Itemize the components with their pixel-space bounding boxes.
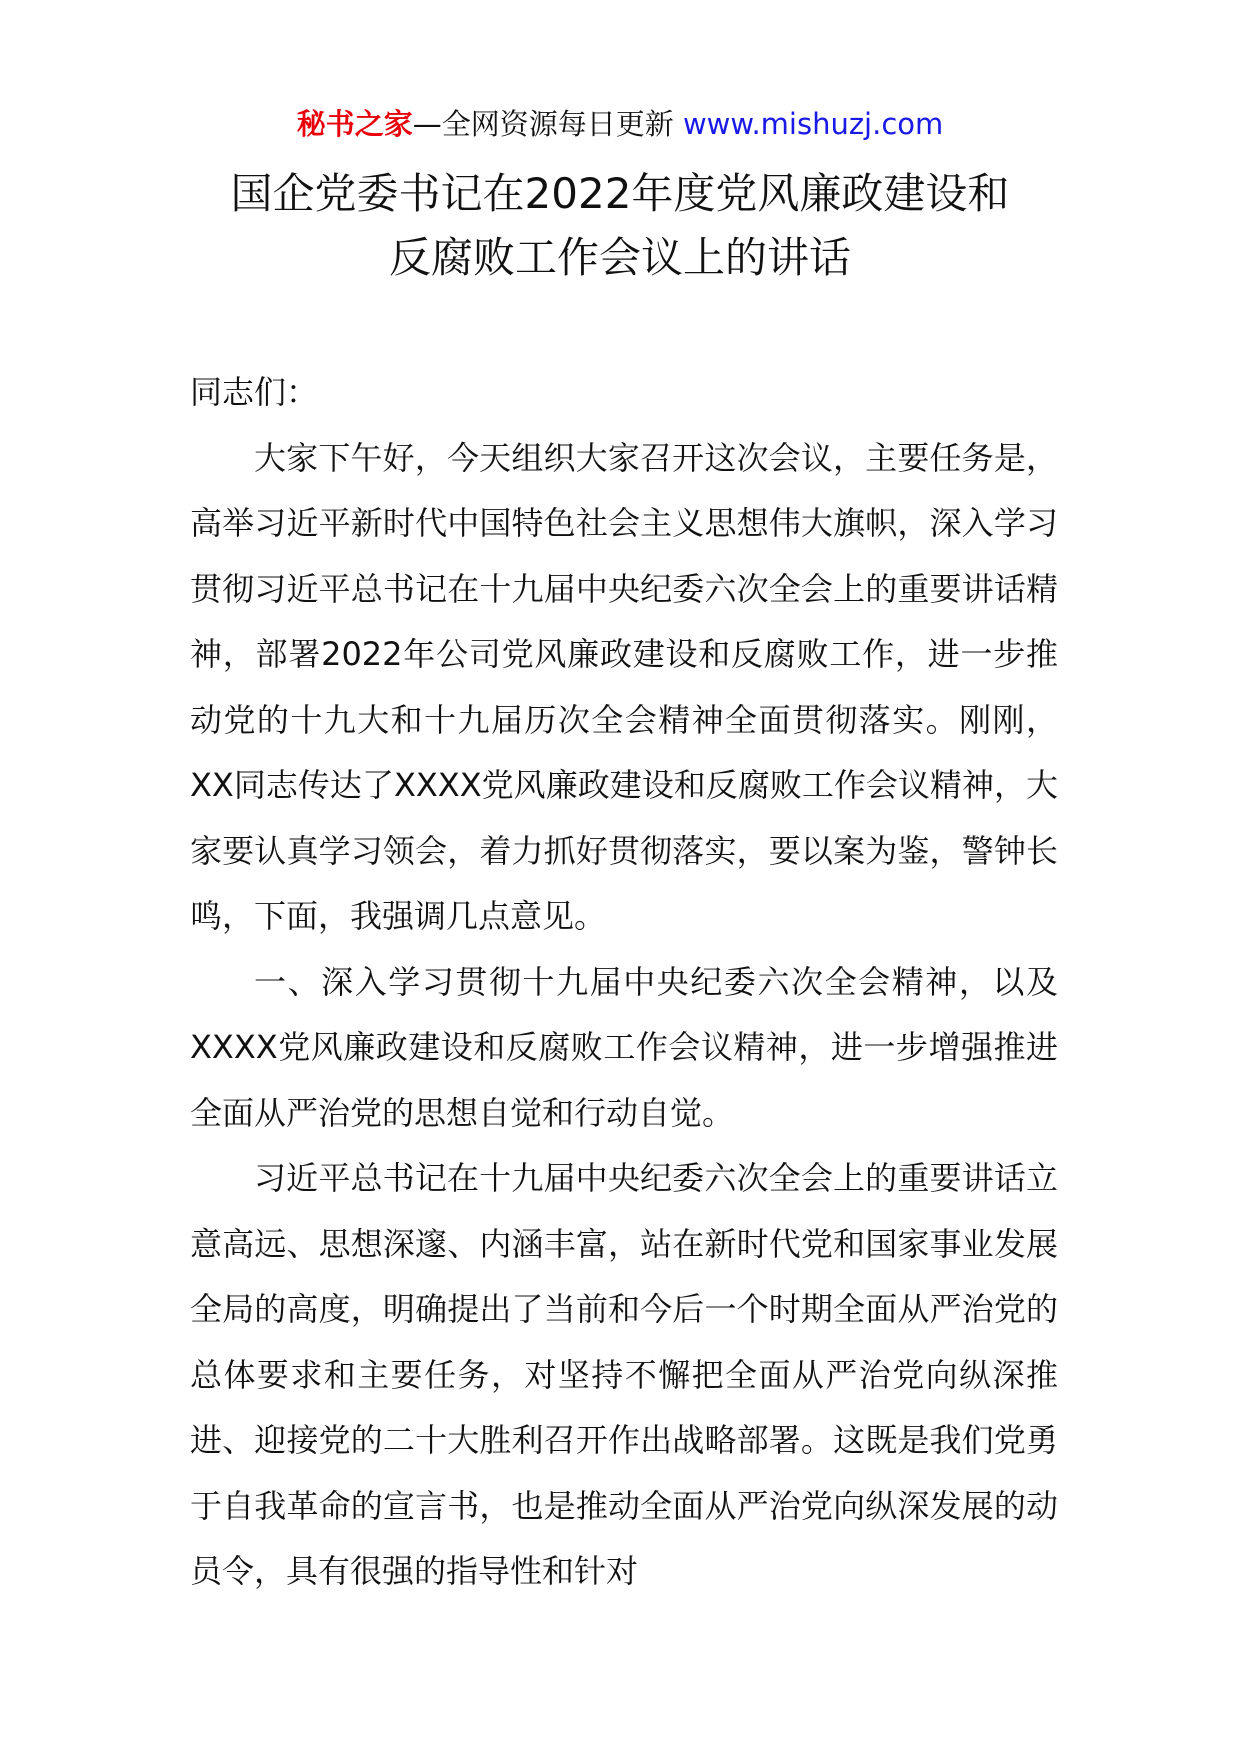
brand-slogan: —全网资源每日更新 bbox=[412, 107, 674, 141]
site-banner bbox=[0, 104, 1240, 144]
paragraph-section-1: 习近平总书记在十九届中央纪委六次全会上的重要讲话立意高远、思想深邃、内涵丰富，站在新时代党和国家事业发展全局的高度，明确提出了当前和今后一个时期全面从严治党的总体要求和主要任务，对坚持不懈把全面从严治党向纵深推进、迎接党的二十大胜利召开作出战略部署。这既是我们党勇于自我革命的宣言书，也是推动全面从严治党向纵深发展的动员令，具有很强的指导性和针对 bbox=[190, 1159, 1058, 1590]
brand-name: 秘书之家 bbox=[296, 107, 413, 141]
site-url[interactable]: www.mishuzj.com bbox=[682, 107, 944, 141]
title-line-2: 反腐败工作会议上的讲话 bbox=[388, 233, 851, 282]
paragraph-opening: 大家下午好，今天组织大家召开这次会议，主要任务是，高举习近平新时代中国特色社会主义思想伟大旗帜，深入学习贯彻习近平总书记在十九届中央纪委六次全会上的重要讲话精神，部署2022年公司党风廉政建设和反腐败工作，进一步推动党的十九大和十九届历次全会精神全面贯彻落实。刚刚，XX同志传达了XXXX党风廉政建设和反腐败工作会议精神，大家要认真学习领会，着力抓好贯彻落实，要以案为鉴，警钟长鸣，下面，我强调几点意见。 bbox=[190, 438, 1058, 935]
salutation: 同志们： bbox=[190, 373, 319, 411]
section-heading-1: 一、深入学习贯彻十九届中央纪委六次全会精神，以及XXXX党风廉政建设和反腐败工作会议精神，进一步增强推进全面从严治党的思想自觉和行动自觉。 bbox=[190, 962, 1058, 1132]
document-title bbox=[150, 162, 1090, 290]
title-line-1: 国企党委书记在2022年度党风廉政建设和 bbox=[230, 169, 1010, 218]
document-body bbox=[190, 360, 1058, 1605]
